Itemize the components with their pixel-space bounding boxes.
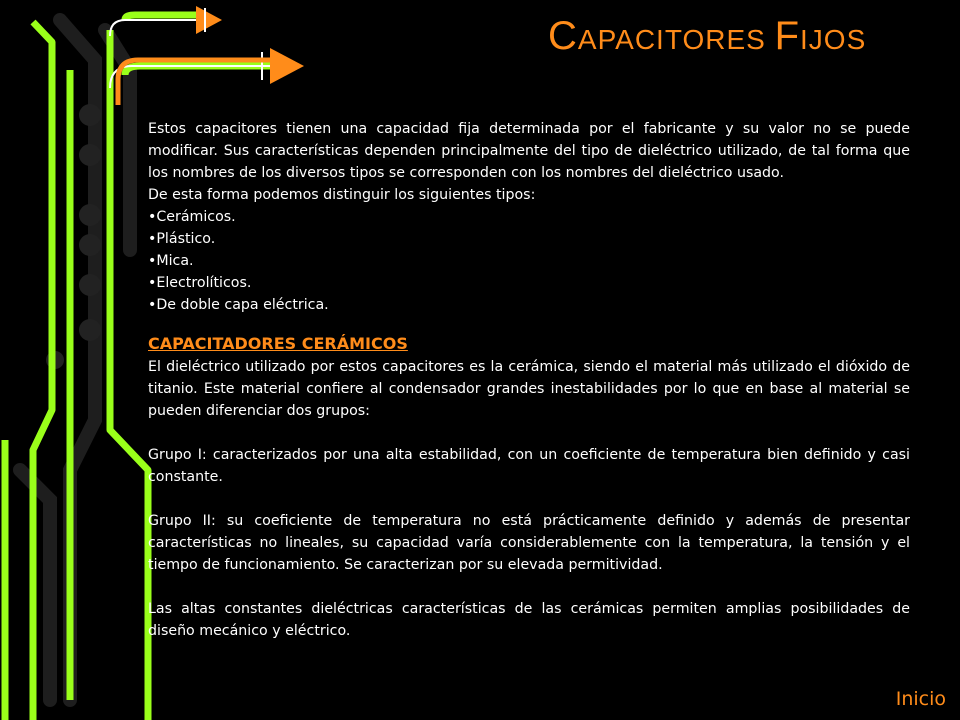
list-item: • De doble capa eléctrica.	[148, 294, 910, 316]
list-item: • Mica.	[148, 250, 910, 272]
arrow-top	[196, 6, 222, 34]
circuit-node	[79, 274, 101, 296]
circuit-node	[79, 104, 101, 126]
types-intro: De esta forma podemos distinguir los siguientes tipos:	[148, 187, 536, 203]
title-cap-f: F	[774, 14, 801, 58]
title-word-2: IJOS	[800, 24, 867, 55]
group-2-paragraph: Grupo II: su coeficiente de temperatura no está prácticamente definido y además de presentar características no lineales, su capacidad varía considerablemente con la temperatura, la tensión y el tiempo de funcionamiento. Se caracterizan por su elevada permitividad.	[148, 513, 910, 573]
page-title	[548, 14, 866, 59]
list-item: • Cerámicos.	[148, 206, 910, 228]
list-item: • Plástico.	[148, 228, 910, 250]
list-item: • Electrolíticos.	[148, 272, 910, 294]
green-trace	[125, 66, 270, 75]
arrow-middle	[270, 48, 304, 84]
title-word-1: APACITORES	[577, 24, 766, 55]
circuit-node	[79, 144, 101, 166]
circuit-node	[79, 234, 101, 256]
title-cap-c: C	[548, 14, 578, 58]
circuit-node	[79, 204, 101, 226]
types-list	[148, 206, 910, 316]
intro-paragraph: Estos capacitores tienen una capacidad fija determinada por el fabricante y su valor no se puede modificar. Sus características dependen principalmente del tipo de dieléctrico utilizado, de tal forma que los nombres de los diversos tipos se corresponden con los nombres del dieléctrico usado.	[148, 121, 910, 181]
group-1-paragraph: Grupo I: caracterizados por una alta estabilidad, con un coeficiente de temperatura bien definido y casi constante.	[148, 447, 910, 485]
circuit-node	[79, 319, 101, 341]
ceramic-paragraph: El dieléctrico utilizado por estos capacitores es la cerámica, siendo el material más utilizado el dióxido de titanio. Este material confiere al condensador grandes inestabilidades por lo que en base al material se pueden diferenciar dos grupos:	[148, 359, 910, 419]
content-body	[148, 118, 910, 642]
ceramic-heading: CAPACITADORES CERÁMICOS	[148, 334, 408, 353]
home-link[interactable]: Inicio	[895, 688, 946, 710]
highlight-line	[110, 20, 205, 36]
closing-paragraph: Las altas constantes dieléctricas características de las cerámicas permiten amplias posibilidades de diseño mecánico y eléctrico.	[148, 601, 910, 639]
